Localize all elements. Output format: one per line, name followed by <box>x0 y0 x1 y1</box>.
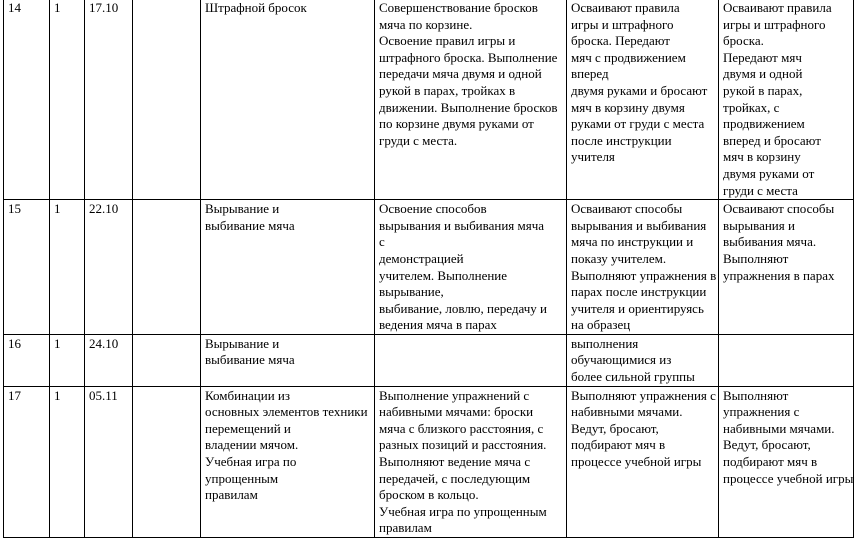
activity-cell <box>567 386 719 537</box>
topic-cell-line: выбивание мяча <box>205 217 295 233</box>
activity-strong-cell-line: двумя и одной <box>723 66 803 82</box>
date-cell <box>85 200 133 335</box>
topic-cell-line: основных элементов техники <box>205 404 368 420</box>
activity-strong-cell-line: Выполняют <box>723 250 789 266</box>
hours-cell-text: 1 <box>54 201 61 217</box>
table-body <box>4 0 854 538</box>
content-cell-line: Учебная игра по упрощенным <box>379 503 547 519</box>
activity-strong-cell-line: набивными мячами. <box>723 420 835 436</box>
activity-strong-cell-line: Осваивают способы <box>723 201 835 217</box>
activity-cell-line: Выполняют упражнения в <box>571 267 717 283</box>
date-cell-text: 17.10 <box>89 0 119 15</box>
activity-strong-cell-line: груди с места <box>723 182 798 198</box>
activity-cell-line: выполнения <box>571 335 639 351</box>
activity-cell-line: после инструкции <box>571 132 672 148</box>
date-cell-text: 22.10 <box>89 201 119 217</box>
activity-strong-cell-line: упражнения в парах <box>723 267 835 283</box>
activity-cell-line: процессе учебной игры <box>571 454 702 470</box>
topic-cell-line: владении мячом. <box>205 437 299 453</box>
activity-cell-line: учителя <box>571 149 615 165</box>
activity-strong-cell <box>719 0 854 200</box>
activity-cell-line: Выполняют упражнения с <box>571 387 716 403</box>
content-cell-line: набивными мячами: броски <box>379 404 534 420</box>
activity-cell-line: на образец <box>571 317 631 333</box>
content-cell-line: Выполняют ведение мяча с <box>379 454 531 470</box>
activity-cell-line: Осваивают правила <box>571 0 680 15</box>
table-row <box>4 334 854 386</box>
content-cell-line: вырывания и выбивания мяча <box>379 217 545 233</box>
activity-strong-cell-line: Выполняют <box>723 387 789 403</box>
hours-cell <box>50 386 85 537</box>
hours-cell-text: 1 <box>54 0 61 15</box>
activity-strong-cell-line: выбивания мяча. <box>723 234 817 250</box>
content-cell-line: груди с места. <box>379 132 458 148</box>
activity-strong-cell-line: тройках, с <box>723 99 780 115</box>
topic-cell-line: Учебная игра по <box>205 454 297 470</box>
content-cell-line: передачей, с последующим <box>379 470 531 486</box>
activity-strong-cell-line: двумя руками от <box>723 165 815 181</box>
activity-cell-line: Ведут, бросают, <box>571 420 659 436</box>
lesson-number-cell <box>4 200 50 335</box>
content-cell-line: мяча с близкого расстояния, с <box>379 420 544 436</box>
topic-cell <box>201 0 375 200</box>
activity-strong-cell-line: вырывания и <box>723 217 795 233</box>
activity-cell <box>567 200 719 335</box>
content-cell-line: Выполнение упражнений с <box>379 387 530 403</box>
content-cell-line: Совершенствование бросков <box>379 0 538 15</box>
activity-strong-cell <box>719 200 854 335</box>
activity-cell-line: броска. Передают <box>571 33 670 49</box>
content-cell <box>375 334 567 386</box>
date-cell <box>85 334 133 386</box>
activity-cell-line: учителя и ориентируясь <box>571 300 704 316</box>
content-cell-line: движении. Выполнение бросков <box>379 99 558 115</box>
lesson-number-cell <box>4 386 50 537</box>
content-cell-line: по корзине двумя руками от <box>379 116 534 132</box>
lesson-number-cell-text: 16 <box>8 335 21 351</box>
topic-cell <box>201 200 375 335</box>
table-row <box>4 200 854 335</box>
content-cell-line: передачи мяча двумя и одной <box>379 66 542 82</box>
topic-cell-line: правилам <box>205 487 258 503</box>
topic-cell-line: перемещений и <box>205 420 291 436</box>
activity-strong-cell-line: продвижением <box>723 116 805 132</box>
date-cell <box>85 386 133 537</box>
topic-cell <box>201 386 375 537</box>
activity-strong-cell-line: игры и штрафного <box>723 16 826 32</box>
topic-cell-line: Вырывание и <box>205 335 280 351</box>
hours-cell-text: 1 <box>54 335 61 351</box>
activity-cell-line: Осваивают способы <box>571 201 683 217</box>
activity-cell-line: подбирают мяч в <box>571 437 666 453</box>
activity-cell-line: мяч в корзину двумя <box>571 99 685 115</box>
activity-cell-line: руками от груди с места <box>571 116 705 132</box>
lesson-number-cell-text: 17 <box>8 387 21 403</box>
date-cell-text: 24.10 <box>89 335 119 351</box>
table-row <box>4 0 854 200</box>
date-cell <box>85 0 133 200</box>
activity-strong-cell-line: упражнения с <box>723 404 800 420</box>
spacer-cell <box>133 0 201 200</box>
activity-strong-cell <box>719 334 854 386</box>
activity-strong-cell-line: Осваивают правила <box>723 0 832 15</box>
spacer-cell <box>133 334 201 386</box>
spacer-cell <box>133 386 201 537</box>
content-cell-line: мяча по корзине. <box>379 16 473 32</box>
activity-strong-cell-line: рукой в парах, <box>723 82 803 98</box>
activity-cell <box>567 334 719 386</box>
hours-cell <box>50 200 85 335</box>
content-cell-line: демонстрацией <box>379 250 464 266</box>
content-cell-line: учителем. Выполнение <box>379 267 508 283</box>
content-cell-line: штрафного броска. Выполнение <box>379 49 558 65</box>
activity-cell-line: парах после инструкции <box>571 284 707 300</box>
content-cell-line: правилам <box>379 520 432 536</box>
table-row <box>4 386 854 537</box>
activity-cell <box>567 0 719 200</box>
content-cell <box>375 386 567 537</box>
hours-cell <box>50 0 85 200</box>
activity-cell-line: вырывания и выбивания <box>571 217 707 233</box>
activity-strong-cell <box>719 386 854 537</box>
content-cell-line: Освоение правил игры и <box>379 33 516 49</box>
topic-cell-line: упрощенным <box>205 470 279 486</box>
activity-strong-cell-line: броска. <box>723 33 764 49</box>
content-cell <box>375 0 567 200</box>
activity-cell-line: более сильной группы <box>571 369 695 385</box>
content-cell-line: с <box>379 234 385 250</box>
topic-cell-line: Вырывание и <box>205 201 280 217</box>
activity-cell-line: вперед <box>571 66 609 82</box>
activity-cell-line: игры и штрафного <box>571 16 674 32</box>
topic-cell-line: выбивание мяча <box>205 352 295 368</box>
spacer-cell <box>133 200 201 335</box>
date-cell-text: 05.11 <box>89 387 118 403</box>
lesson-number-cell <box>4 0 50 200</box>
activity-cell-line: мяч с продвижением <box>571 49 686 65</box>
activity-strong-cell-line: мяч в корзину <box>723 149 801 165</box>
activity-cell-line: набивными мячами. <box>571 404 683 420</box>
activity-strong-cell-line: Ведут, бросают, <box>723 437 811 453</box>
topic-cell <box>201 334 375 386</box>
content-cell-line: разных позиций и расстояния. <box>379 437 547 453</box>
activity-cell-line: мяча по инструкции и <box>571 234 694 250</box>
topic-cell-line: Комбинации из <box>205 387 291 403</box>
content-cell-line: Освоение способов <box>379 201 487 217</box>
hours-cell-text: 1 <box>54 387 61 403</box>
content-cell-line: ведения мяча в парах <box>379 317 497 333</box>
activity-strong-cell-line: подбирают мяч в <box>723 454 818 470</box>
content-cell-line: выбивание, ловлю, передачу и <box>379 300 547 316</box>
lesson-plan-table <box>3 0 854 538</box>
topic-cell-text: Штрафной бросок <box>205 0 307 15</box>
lesson-number-cell-text: 14 <box>8 0 21 15</box>
hours-cell <box>50 334 85 386</box>
content-cell-line: вырывание, <box>379 284 444 300</box>
lesson-number-cell-text: 15 <box>8 201 21 217</box>
activity-strong-cell-line: вперед и бросают <box>723 132 821 148</box>
activity-strong-cell-line: процессе учебной игры <box>723 470 854 486</box>
activity-cell-line: обучающимися из <box>571 352 672 368</box>
content-cell-line: броском в кольцо. <box>379 487 479 503</box>
activity-cell-line: двумя руками и бросают <box>571 82 708 98</box>
content-cell <box>375 200 567 335</box>
lesson-number-cell <box>4 334 50 386</box>
activity-strong-cell-line: Передают мяч <box>723 49 802 65</box>
activity-cell-line: показу учителем. <box>571 250 667 266</box>
content-cell-line: рукой в парах, тройках в <box>379 82 516 98</box>
